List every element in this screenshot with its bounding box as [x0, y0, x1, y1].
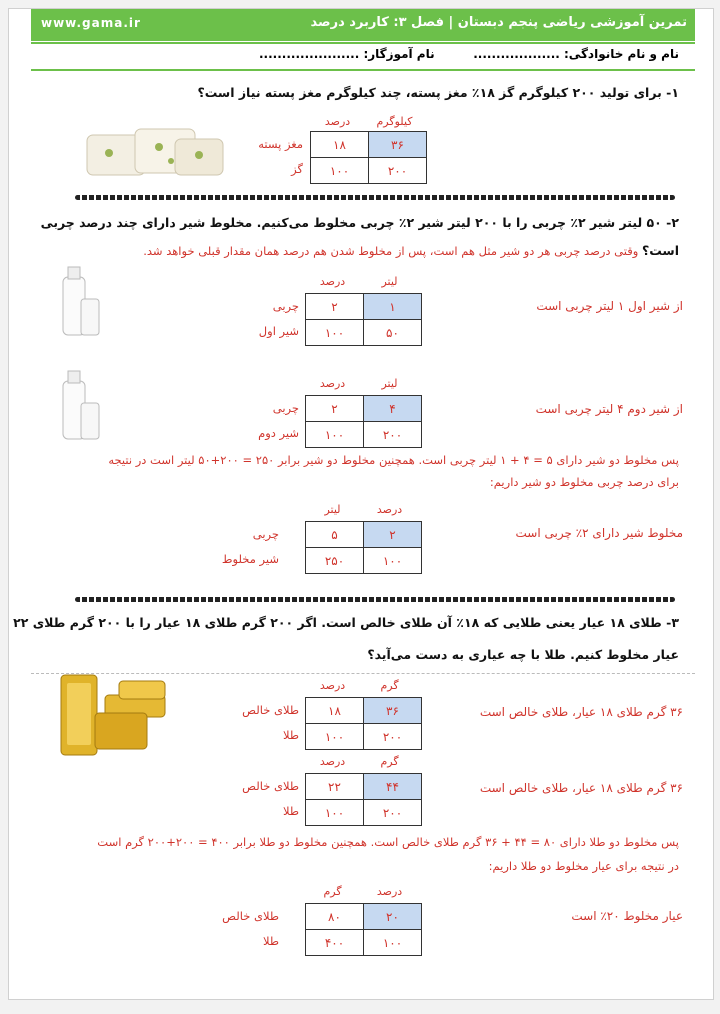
cell: ۱۸ — [311, 132, 369, 158]
question-2-answer: است؟ وقتی درصد چربی هر دو شیر مثل هم است، پس از مخلوط شدن هم درصد همان مقدار قبلی خواهد شد. — [143, 243, 679, 258]
row-label: چربی — [252, 527, 279, 541]
col-header: درصد — [319, 679, 346, 692]
cell: ۵۰ — [364, 320, 422, 346]
question-2: ۲- ۵۰ لیتر شیر ۲٪ چربی را با ۲۰۰ لیتر شیر ۲٪ چربی مخلوط می‌کنیم. مخلوط شیر دارای چند درصد چربی — [40, 215, 679, 230]
cell: ۲۰۰ — [364, 800, 422, 826]
cell: ۱۰۰ — [306, 724, 364, 750]
student-name-field: نام و نام خانوادگی: ................... — [473, 47, 679, 61]
col-header: درصد — [376, 503, 403, 516]
row-label: طلا — [262, 934, 279, 948]
row-label: طلای خالص — [242, 779, 299, 793]
row-label: چربی — [272, 299, 299, 313]
cell: ۱۰۰ — [306, 422, 364, 448]
row-label: شیر اول — [258, 324, 299, 338]
cell: ۸۰ — [306, 904, 364, 930]
side-note: از شیر دوم ۴ لیتر چربی است — [535, 402, 683, 416]
cell: ۱۰۰ — [306, 800, 364, 826]
col-header: درصد — [319, 275, 346, 288]
col-header: لیتر — [324, 503, 341, 516]
row-label: شیر دوم — [258, 426, 299, 440]
cell: ۱۰۰ — [306, 320, 364, 346]
nougat-image — [79, 121, 229, 183]
side-note: ۳۶ گرم طلای ۱۸ عیار، طلای خالص است — [479, 781, 683, 795]
milk-image — [55, 367, 105, 443]
cell: ۵ — [306, 522, 364, 548]
cell: ۲۵۰ — [306, 548, 364, 574]
worksheet-page — [8, 8, 714, 1000]
cell: ۱ — [364, 294, 422, 320]
name-divider — [31, 69, 695, 71]
col-header: کیلوگرم — [376, 115, 413, 128]
cell: ۲۰۰ — [364, 724, 422, 750]
cell: ۲۲ — [306, 774, 364, 800]
question-1: ۱- برای تولید ۲۰۰ کیلوگرم گز ۱۸٪ مغز پسته، چند کیلوگرم مغز پسته نیاز است؟ — [197, 85, 679, 100]
mix-explanation: پس مخلوط دو شیر دارای ۵ = ۴ + ۱ لیتر چربی است. همچنین مخلوط دو شیر برابر ۲۵۰ = ۲۰۰+۵۰ لیتر است در نتیجه — [108, 453, 679, 467]
side-note: عیار مخلوط ۲۰٪ است — [571, 909, 683, 923]
col-header: درصد — [319, 755, 346, 768]
section-separator — [75, 597, 675, 602]
cell: ۲ — [306, 396, 364, 422]
col-header: گرم — [323, 885, 342, 898]
gold-bars-image — [49, 669, 179, 761]
q3-table-3 — [305, 903, 422, 956]
cell: ۲ — [364, 522, 422, 548]
site-url: www.gama.ir — [41, 16, 141, 30]
question-3: ۳- طلای ۱۸ عیار یعنی طلایی که ۱۸٪ آن طلای خالص است. اگر ۲۰۰ گرم طلای ۱۸ عیار را با ۲۰۰ گرم طلای ۲۲ — [13, 615, 679, 630]
row-label: طلا — [282, 728, 299, 742]
cell: ۲ — [306, 294, 364, 320]
col-header: لیتر — [381, 377, 398, 390]
mix-explanation: برای درصد چربی مخلوط دو شیر داریم: — [489, 475, 679, 489]
row-label: شیر مخلوط — [221, 552, 279, 566]
col-header: گرم — [380, 679, 399, 692]
col-header: درصد — [319, 377, 346, 390]
q1-table — [310, 131, 427, 184]
row-label: طلای خالص — [242, 703, 299, 717]
cell: ۱۰۰ — [364, 548, 422, 574]
row-label: طلای خالص — [222, 909, 279, 923]
row-label: گز — [291, 162, 303, 176]
teacher-name-field: نام آموزگار: ...................... — [259, 47, 435, 61]
q3-table-1 — [305, 697, 422, 750]
cell: ۲۰ — [364, 904, 422, 930]
side-note: ۳۶ گرم طلای ۱۸ عیار، طلای خالص است — [479, 705, 683, 719]
q2-table-2 — [305, 395, 422, 448]
question-3-cont: عیار مخلوط کنیم. طلا با چه عیاری به دست می‌آید؟ — [367, 647, 679, 662]
side-note: از شیر اول ۱ لیتر چربی است — [536, 299, 683, 313]
cell: ۲۰۰ — [364, 422, 422, 448]
cell: ۳۶ — [369, 132, 427, 158]
cell: ۴۴ — [364, 774, 422, 800]
col-header: لیتر — [381, 275, 398, 288]
worksheet-title: تمرین آموزشی ریاضی پنجم دبستان | فصل ۳: کاربرد درصد — [310, 15, 687, 30]
row-label: چربی — [272, 401, 299, 415]
cell: ۴ — [364, 396, 422, 422]
cell: ۱۰۰ — [364, 930, 422, 956]
mix-explanation: پس مخلوط دو طلا دارای ۸۰ = ۴۴ + ۳۶ گرم طلای خالص است. همچنین مخلوط دو طلا برابر ۴۰۰ = ۲۰۰+۲۰۰ گرم است — [97, 835, 679, 849]
q3-table-2 — [305, 773, 422, 826]
cell: ۱۰۰ — [311, 158, 369, 184]
cell: ۳۶ — [364, 698, 422, 724]
col-header: درصد — [324, 115, 351, 128]
page-header — [31, 9, 695, 41]
q2-table-3 — [305, 521, 422, 574]
side-note: مخلوط شیر دارای ۲٪ چربی است — [515, 526, 683, 540]
cell: ۲۰۰ — [369, 158, 427, 184]
row-label: طلا — [282, 804, 299, 818]
section-separator — [75, 195, 675, 200]
q2-table-1 — [305, 293, 422, 346]
cell: ۱۸ — [306, 698, 364, 724]
col-header: گرم — [380, 755, 399, 768]
milk-image — [55, 263, 105, 339]
mix-explanation: در نتیجه برای عیار مخلوط دو طلا داریم: — [488, 859, 679, 873]
cell: ۴۰۰ — [306, 930, 364, 956]
col-header: درصد — [376, 885, 403, 898]
row-label: مغز پسته — [258, 137, 303, 151]
header-divider — [31, 42, 695, 44]
